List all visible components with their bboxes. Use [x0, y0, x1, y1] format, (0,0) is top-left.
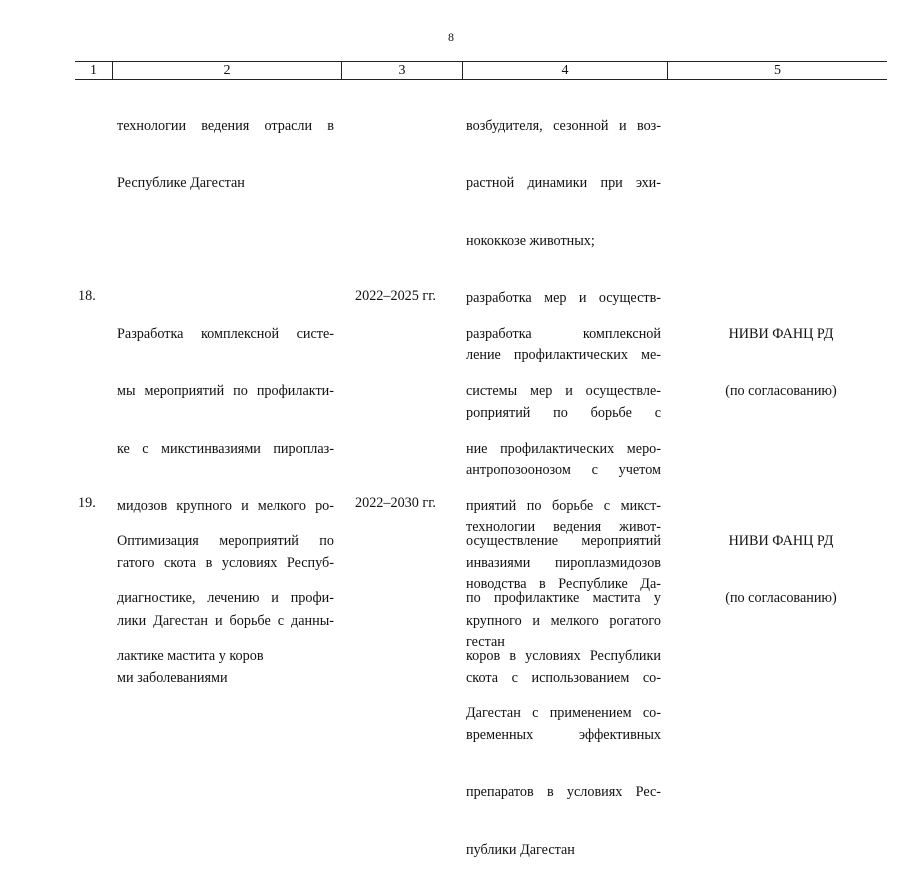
header-col-3: 3 [341, 62, 462, 79]
text-line: ление профилактических ме- [466, 347, 661, 364]
table-header [75, 61, 887, 80]
text-line: Разработка комплексной систе- [117, 326, 334, 343]
header-col-5: 5 [667, 62, 887, 79]
text-line: ние профилактических меро- [466, 440, 661, 457]
text-line: диагностике, лечению и профи- [117, 590, 334, 607]
text-line: Республике Дагестан [117, 175, 245, 192]
text-line: инвазиями пироплазмидозов [466, 555, 661, 572]
executor-name: НИВИ ФАНЦ РД [728, 533, 834, 550]
text-line: по профилактике мастита у [466, 590, 661, 607]
text-line: скота с использованием со- [466, 669, 661, 686]
executor-note: (по согласованию) [725, 383, 837, 400]
text-line: мидозов крупного и мелкого ро- [117, 498, 334, 515]
executor-name: НИВИ ФАНЦ РД [728, 326, 834, 343]
header-col-4: 4 [462, 62, 667, 79]
row19-col5 [681, 494, 881, 628]
text-line: коров в условиях Республики [466, 647, 661, 664]
row19-col2 [117, 494, 334, 685]
text-line: нококкозе животных; [466, 232, 595, 249]
row18-col5 [681, 287, 881, 421]
text-line: технологии ведения отрасли в [117, 118, 334, 135]
text-line: осуществление мероприятий [466, 533, 661, 550]
row-number: 19. [78, 495, 96, 511]
text-line: Оптимизация мероприятий по [117, 533, 334, 550]
row19-col4 [466, 494, 661, 742]
text-line: препаратов в условиях Рес- [466, 784, 661, 801]
text-line: лики Дагестан и борьбе с данны- [117, 612, 334, 629]
text-line: лактике мастита у коров [117, 647, 264, 664]
text-line: возбудителя, сезонной и воз- [466, 118, 661, 135]
cont-row-col2 [117, 79, 334, 213]
row18-period: 2022–2025 гг. [355, 288, 436, 304]
text-line: роприятий по борьбе с [466, 404, 661, 421]
text-line: публики Дагестан [466, 841, 575, 858]
text-line: растной динамики при эхи- [466, 175, 661, 192]
header-col-2: 2 [112, 62, 341, 79]
text-line: технологии ведения живот- [466, 519, 661, 536]
text-line: гатого скота в условиях Респуб- [117, 555, 334, 572]
text-line: Дагестан с применением со- [466, 705, 661, 722]
header-col-1: 1 [90, 62, 97, 78]
text-line: ми заболеваниями [117, 669, 228, 686]
text-line: разработка мер и осуществ- [466, 290, 661, 307]
text-line: мы мероприятий по профилакти- [117, 383, 334, 400]
executor-note: (по согласованию) [725, 590, 837, 607]
text-line: временных эффективных [466, 727, 661, 744]
text-line: приятий по борьбе с микст- [466, 498, 661, 515]
text-line: крупного и мелкого рогатого [466, 612, 661, 629]
text-line: новодства в Республике Да- [466, 576, 661, 593]
row-number: 18. [78, 288, 96, 304]
text-line: системы мер и осуществле- [466, 383, 661, 400]
text-line: разработка комплексной [466, 326, 661, 343]
row19-period: 2022–2030 гг. [355, 495, 436, 511]
text-line: ке с микстинвазиями пироплаз- [117, 440, 334, 457]
text-line: антропозоонозом с учетом [466, 461, 661, 478]
page-number: 8 [448, 30, 454, 44]
text-line: гестан [466, 633, 505, 650]
